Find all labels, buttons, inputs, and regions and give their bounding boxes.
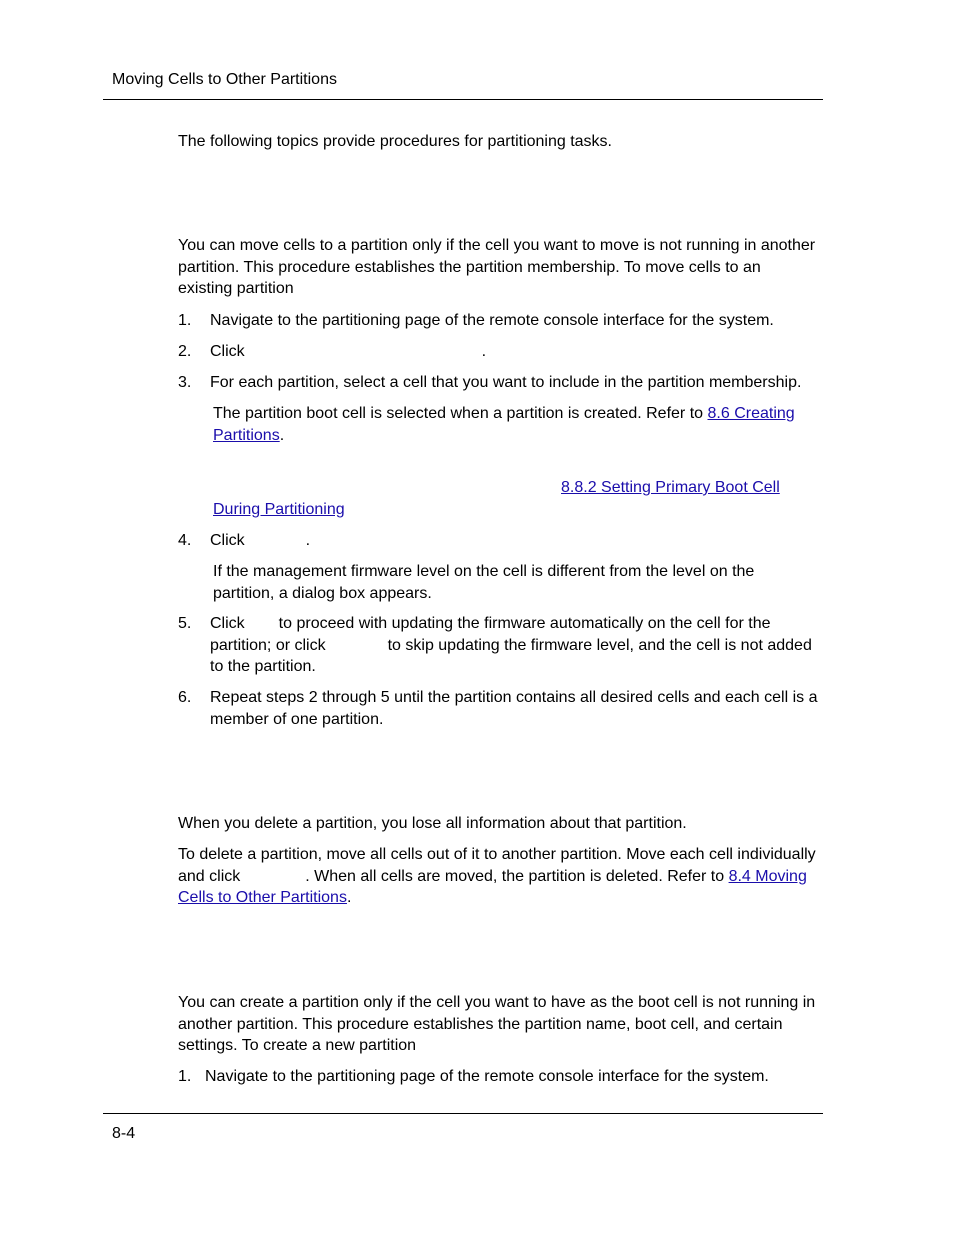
running-header: Moving Cells to Other Partitions	[112, 71, 337, 88]
step-number: 4.	[178, 532, 192, 549]
step-number: 1.	[178, 1068, 192, 1085]
intro-paragraph: The following topics provide procedures for partitioning tasks.	[178, 133, 612, 150]
step-text: Navigate to the partitioning page of the remote console interface for the system.	[210, 312, 774, 329]
step-text: Click to proceed with updating the firmware automatically on the cell for the partition; or click to skip updating the firmware level, and the cell is not added to the partition.	[210, 615, 812, 676]
step-number: 1.	[178, 312, 192, 329]
step-text: Navigate to the partitioning page of the remote console interface for the system.	[205, 1068, 769, 1085]
page-number: 8-4	[112, 1125, 136, 1142]
step-number: 2.	[178, 343, 192, 360]
step-number: 5.	[178, 615, 192, 632]
creating-partitions-link[interactable]: 8.6 Creating Partitions	[213, 405, 795, 444]
moving-cells-link[interactable]: 8.4 Moving Cells to Other Partitions	[178, 867, 807, 907]
boot-cell-note: The partition boot cell is selected when a partition is created. Refer to 8.6 Creating Partitions.	[213, 405, 795, 444]
footer-rule	[103, 1113, 823, 1114]
create-paragraph: You can create a partition only if the cell you want to have as the boot cell is not running in another partition. This procedure establishes the partition name, boot cell, and certain settings. To create a new partition	[178, 994, 816, 1055]
step-number: 3.	[178, 374, 192, 391]
setting-primary-boot-cell-link[interactable]: 8.8.2 Setting Primary Boot Cell During Partitioning	[213, 479, 780, 518]
firmware-note: If the management firmware level on the cell is different from the level on the partition, a dialog box appears.	[213, 563, 755, 602]
delete-paragraph-2: To delete a partition, move all cells out of it to another partition. Move each cell individually and click . When all cells are moved, the partition is deleted. Refer to 8.4 Moving Cells to Other Partitions.	[178, 846, 816, 907]
move-cells-paragraph: You can move cells to a partition only if the cell you want to move is not running in another partition. This procedure establishes the partition membership. To move cells to an existing partition	[178, 237, 816, 298]
step-number: 6.	[178, 689, 192, 706]
delete-paragraph-1: When you delete a partition, you lose all information about that partition.	[178, 815, 687, 832]
step-text: For each partition, select a cell that you want to include in the partition membership.	[210, 374, 802, 391]
step-text: Click .	[210, 532, 311, 549]
header-rule	[103, 99, 823, 100]
step-text: Repeat steps 2 through 5 until the partition contains all desired cells and each cell is a member of one partition.	[210, 689, 818, 728]
boot-cell-note-2	[213, 477, 818, 520]
step-text: Click .	[210, 343, 487, 360]
